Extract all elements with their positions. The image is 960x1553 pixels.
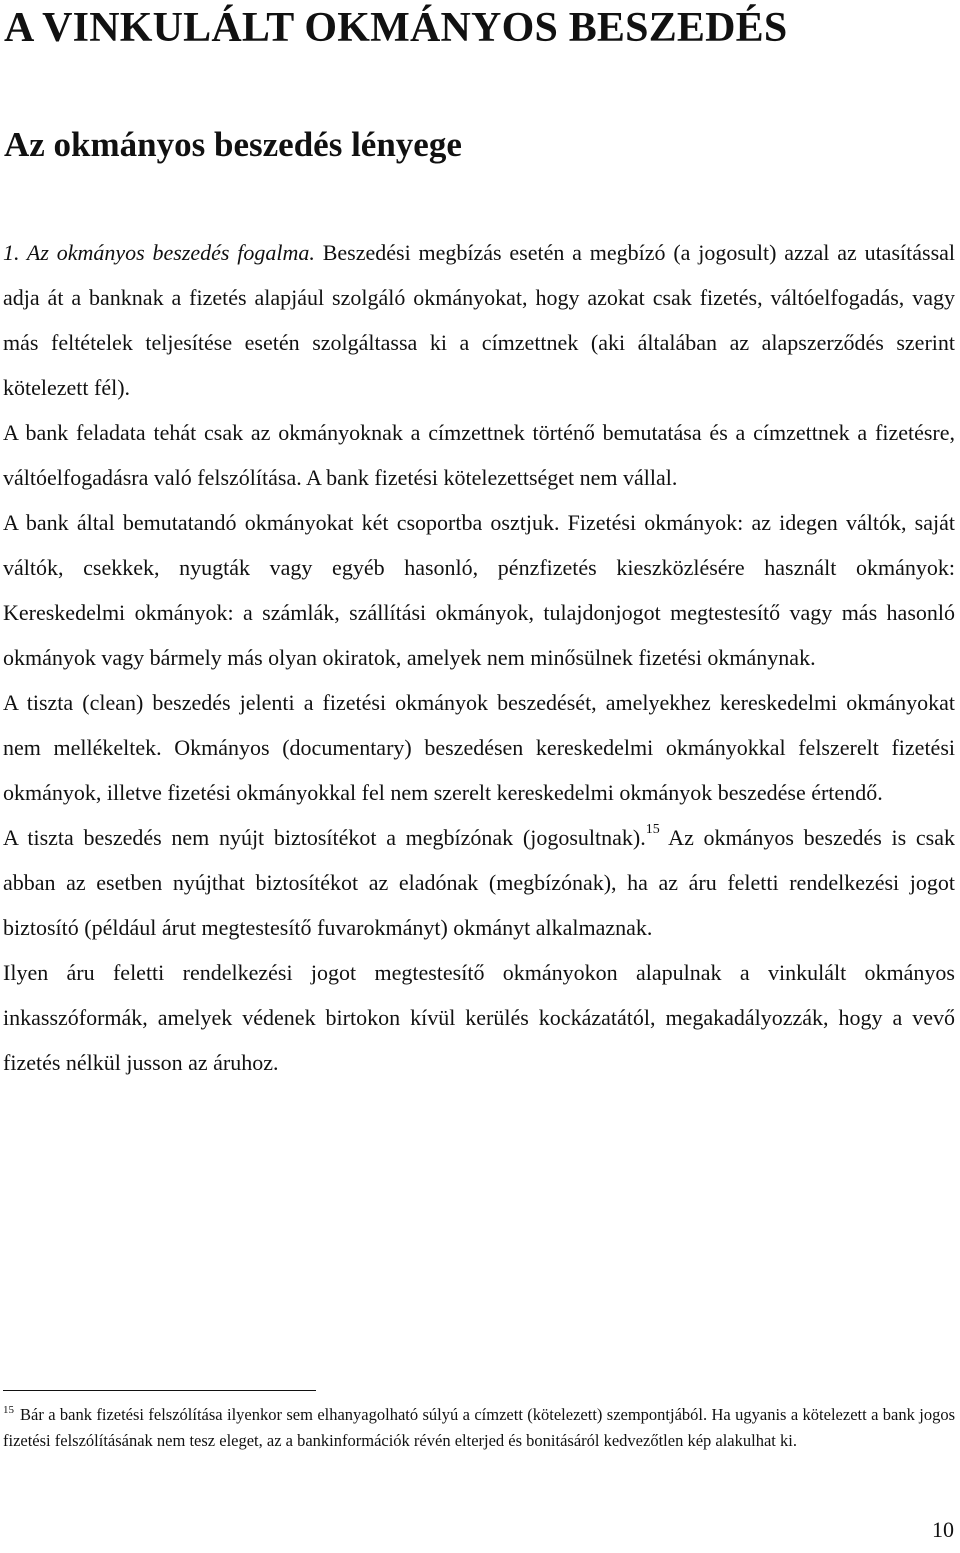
paragraph-1-lead: 1. Az okmányos beszedés fogalma. (3, 240, 315, 265)
paragraph-6: Ilyen áru feletti rendelkezési jogot megtestesítő okmányokon alapulnak a vinkulált okmányos inkasszóformák, amelyek védenek birtokon kívül kerülés kockázatától, megakadályozzák, hogy a vevő fizetés nélkül jusson az áruhoz. (3, 960, 955, 1075)
paragraph-4: A tiszta (clean) beszedés jelenti a fizetési okmányok beszedését, amelyekhez kereskedelmi okmányokat nem mellékeltek. Okmányos (documentary) beszedésen kereskedelmi okmányokkal felszerelt fizetési okmányok, illetve fizetési okmányokkal fel nem szerelt kereskedelmi okmányok beszedése értendő. (3, 690, 955, 805)
paragraph-5-after: Az okmányos beszedés is csak abban az esetben nyújthat biztosítékot az eladónak (megbízónak), ha az áru feletti rendelkezési jogot biztosító (például árut megtestesítő fuvarokmányt) okmányt alkalmaznak. (3, 825, 955, 940)
footnote-separator (3, 1390, 316, 1391)
paragraph-1-text: Beszedési megbízás esetén a megbízó (a jogosult) azzal az utasítással adja át a banknak a fizetés alapjául szolgáló okmányokat, hogy azokat csak fizetés, váltóelfogadás, vagy más feltételek teljesítése esetén szolgáltassa ki a címzettnek (aki általában az alapszerződés szerint kötelezett fél). (3, 240, 956, 400)
section-heading: Az okmányos beszedés lényege (4, 125, 462, 164)
paragraph-2: A bank feladata tehát csak az okmányoknak a címzettnek történő bemutatása és a címzettnek a fizetésre, váltóelfogadásra való felszólítása. A bank fizetési kötelezettséget nem vállal. (3, 420, 955, 490)
footnote (3, 1402, 955, 1454)
document-title: A VINKULÁLT OKMÁNYOS BESZEDÉS (4, 5, 788, 51)
footnote-text: Bár a bank fizetési felszólítása ilyenkor sem elhanyagolható súlyú a címzett (kötelezett) szempontjából. Ha ugyanis a kötelezett a bank jogos fizetési felszólításának nem tesz eleget, az a bankinformációk révén elterjed és bonitásáról kedvezőtlen kép alakulhat ki. (3, 1405, 955, 1450)
paragraph-1 (3, 230, 955, 410)
paragraph-3: A bank által bemutatandó okmányokat két csoportba osztjuk. Fizetési okmányok: az idegen váltók, saját váltók, csekkek, nyugták vagy egyéb hasonló, pénzfizetés kieszközlésére használt okmányok: Kereskedelmi okmányok: a számlák, szállítási okmányok, tulajdonjogot megtestesítő vagy más hasonló okmányok vagy bármely más olyan okiratok, amelyek nem minősülnek fizetési okmánynak. (3, 510, 955, 670)
footnote-number: 15 (3, 1404, 14, 1416)
body-text (3, 230, 955, 1085)
paragraph-5-before: A tiszta beszedés nem nyújt biztosítékot a megbízónak (jogosultnak). (3, 825, 646, 850)
paragraph-5 (3, 815, 955, 950)
footnote-reference[interactable]: 15 (645, 822, 660, 837)
page-number: 10 (932, 1517, 954, 1542)
